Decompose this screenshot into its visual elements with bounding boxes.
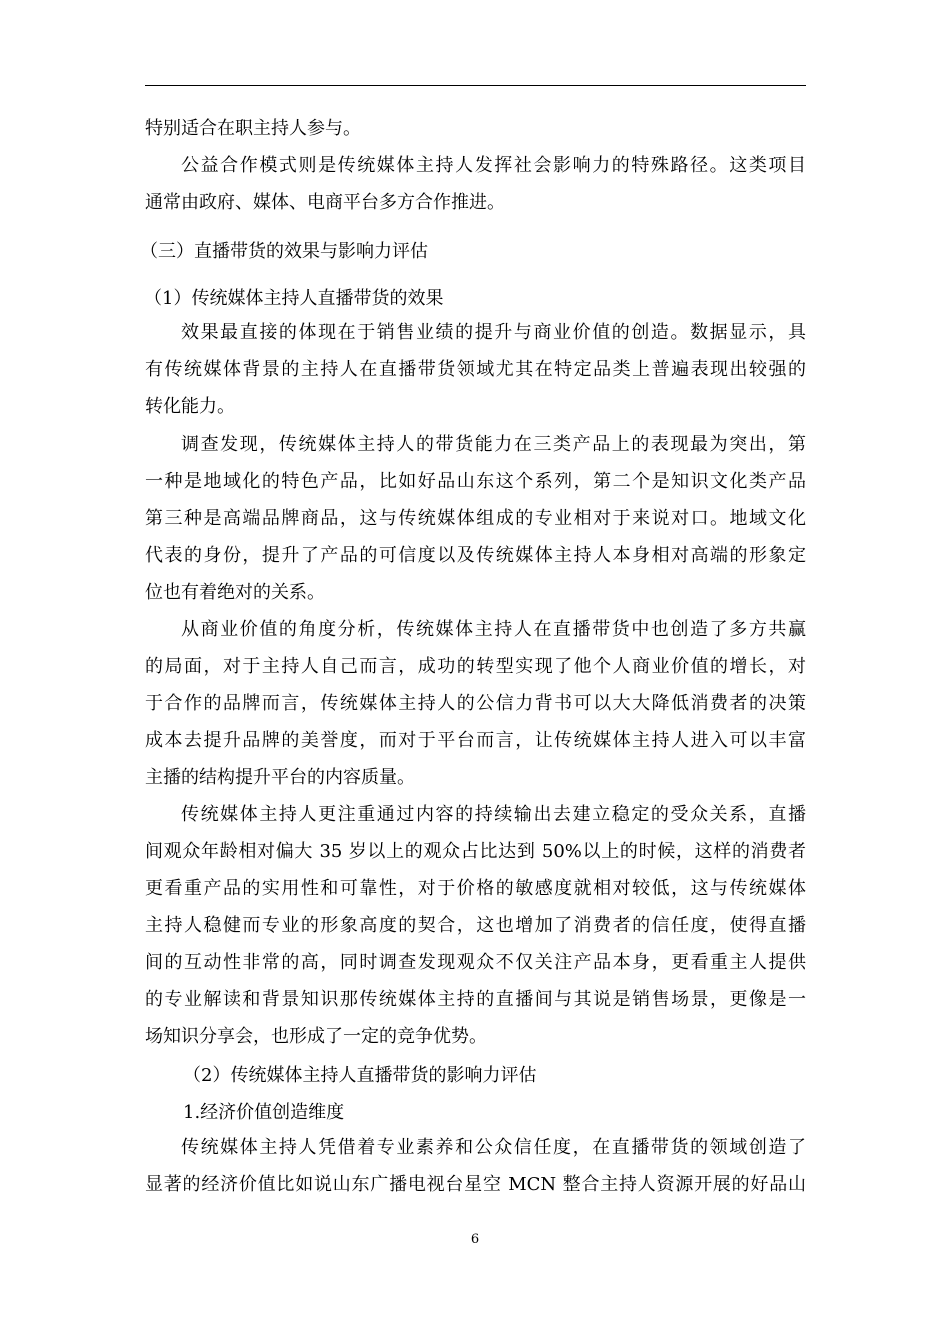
body-line: 位也有着绝对的关系。	[145, 582, 325, 603]
page-number: 6	[470, 1232, 480, 1247]
body-line: 的局面，对于主持人自己而言，成功的转型实现了他个人商业价值的增长，对	[145, 656, 806, 677]
body-line: 通常由政府、媒体、电商平台多方合作推进。	[145, 192, 505, 213]
paragraph-first-line: 效果最直接的体现在于销售业绩的提升与商业价值的创造。数据显示，具	[181, 322, 806, 343]
body-line: 间的互动性非常的高，同时调查发现观众不仅关注产品本身，更看重主人提供	[145, 952, 806, 973]
body-line: 间观众年龄相对偏大 35 岁以上的观众占比达到 50%以上的时候，这样的消费者	[145, 841, 806, 862]
section-heading: （三）直播带货的效果与影响力评估	[140, 241, 428, 262]
body-line: 第三种是高端品牌商品，这与传统媒体组成的专业相对于来说对口。地域文化	[145, 508, 806, 529]
body-line: 场知识分享会，也形成了一定的竞争优势。	[145, 1026, 487, 1047]
header-rule	[145, 85, 806, 86]
paragraph-first-line: 从商业价值的角度分析，传统媒体主持人在直播带货中也创造了多方共赢	[181, 619, 806, 640]
body-line: 成本去提升品牌的美誉度，而对于平台而言，让传统媒体主持人进入可以丰富	[145, 730, 806, 751]
paragraph-first-line: 调查发现，传统媒体主持人的带货能力在三类产品上的表现最为突出，第	[181, 434, 806, 455]
body-line: 主播的结构提升平台的内容质量。	[145, 767, 415, 788]
body-line: 主持人稳健而专业的形象高度的契合，这也增加了消费者的信任度，使得直播	[145, 915, 806, 936]
body-line: 于合作的品牌而言，传统媒体主持人的公信力背书可以大大降低消费者的决策	[145, 693, 806, 714]
body-line: 特别适合在职主持人参与。	[145, 118, 361, 139]
subsection-heading: 1.经济价值创造维度	[183, 1102, 345, 1123]
body-line: 的专业解读和背景知识那传统媒体主持的直播间与其说是销售场景，更像是一	[145, 989, 806, 1010]
subsection-heading: （2）传统媒体主持人直播带货的影响力评估	[183, 1065, 537, 1086]
body-line: 显著的经济价值比如说山东广播电视台星空 MCN 整合主持人资源开展的好品山	[145, 1174, 806, 1195]
paragraph-first-line: 传统媒体主持人凭借着专业素养和公众信任度，在直播带货的领域创造了	[181, 1137, 806, 1158]
body-line: 有传统媒体背景的主持人在直播带货领域尤其在特定品类上普遍表现出较强的	[145, 359, 806, 380]
body-line: 转化能力。	[145, 396, 235, 417]
body-line: 代表的身份，提升了产品的可信度以及传统媒体主持人本身相对高端的形象定	[145, 545, 806, 566]
subsection-heading: （1）传统媒体主持人直播带货的效果	[144, 288, 444, 309]
paragraph-first-line: 公益合作模式则是传统媒体主持人发挥社会影响力的特殊路径。这类项目	[181, 155, 806, 176]
paragraph-first-line: 传统媒体主持人更注重通过内容的持续输出去建立稳定的受众关系，直播	[181, 804, 806, 825]
body-line: 一种是地域化的特色产品，比如好品山东这个系列，第二个是知识文化类产品	[145, 471, 806, 492]
body-line: 更看重产品的实用性和可靠性，对于价格的敏感度就相对较低，这与传统媒体	[145, 878, 806, 899]
